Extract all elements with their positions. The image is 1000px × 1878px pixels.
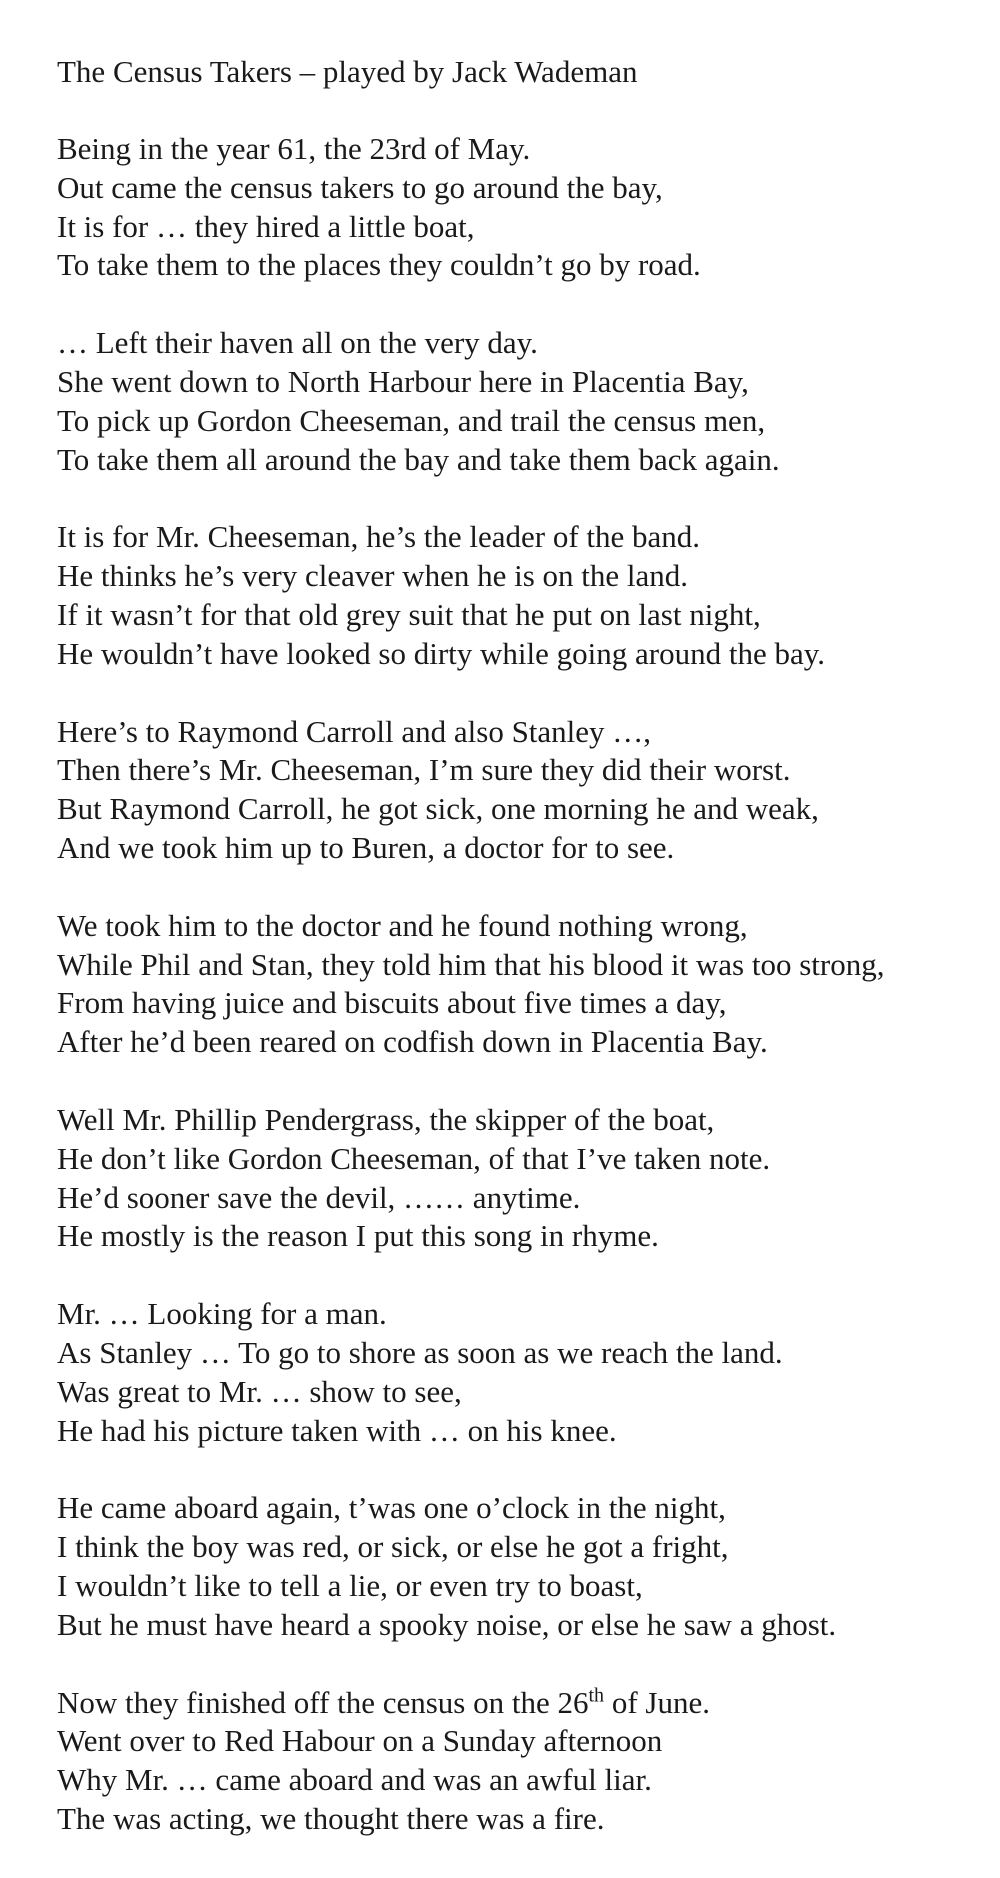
verse-line: To take them to the places they couldn’t go by road. [57, 247, 701, 283]
verse-line: It is for Mr. Cheeseman, he’s the leader of the band. [57, 519, 701, 555]
verse-line: Was great to Mr. … show to see, [57, 1373, 462, 1409]
verse-line: He thinks he’s very cleaver when he is on the land. [57, 558, 689, 594]
ordinal-suffix: th [588, 1684, 605, 1707]
verse-line: After he’d been reared on codfish down in Placentia Bay. [57, 1024, 768, 1060]
stanza-3 [57, 518, 987, 673]
verse-line: I wouldn’t like to tell a lie, or even try to boast, [57, 1567, 643, 1603]
stanza-2 [57, 324, 987, 479]
verse-line: He came aboard again, t’was one o’clock in the night, [57, 1490, 726, 1526]
verse-line: Well Mr. Phillip Pendergrass, the skipper of the boat, [57, 1101, 715, 1137]
verse-line: The was acting, we thought there was a fire. [57, 1800, 605, 1836]
verse-line: From having juice and biscuits about five times a day, [57, 985, 727, 1021]
verse-line: And we took him up to Buren, a doctor for to see. [57, 829, 675, 865]
verse-line: Mr. … Looking for a man. [57, 1296, 387, 1332]
verse-line: She went down to North Harbour here in Placentia Bay, [57, 363, 749, 399]
stanza-9 [57, 1684, 987, 1839]
verse-line: Being in the year 61, the 23rd of May. [57, 131, 531, 166]
verse-line: He had his picture taken with … on his knee. [57, 1412, 617, 1448]
verse-line: To take them all around the bay and take them back again. [57, 441, 780, 477]
verse-line: He don’t like Gordon Cheeseman, of that I’ve taken note. [57, 1140, 771, 1176]
verse-line: While Phil and Stan, they told him that his blood it was too strong, [57, 946, 885, 982]
stanza-1 [57, 130, 987, 285]
verse-line: To pick up Gordon Cheeseman, and trail the census men, [57, 402, 766, 438]
verse-line: If it wasn’t for that old grey suit that he put on last night, [57, 596, 761, 632]
document-page [57, 53, 987, 1878]
verse-line: As Stanley … To go to shore as soon as we reach the land. [57, 1334, 783, 1370]
stanza-6 [57, 1101, 987, 1256]
verse-line: We took him to the doctor and he found nothing wrong, [57, 907, 748, 943]
verse-line: … Left their haven all on the very day. [57, 325, 538, 361]
verse-line: It is for … they hired a little boat, [57, 208, 475, 244]
verse-line: He’d sooner save the devil, …… anytime. [57, 1179, 581, 1215]
verse-line-text: Now they finished off the census on the 26 [57, 1684, 589, 1720]
stanza-4 [57, 713, 987, 868]
verse-line: Out came the census takers to go around the bay, [57, 169, 663, 205]
stanza-7 [57, 1295, 987, 1450]
verse-line-text: of June. [604, 1684, 710, 1720]
verse-line [57, 1684, 987, 1723]
stanza-8 [57, 1489, 987, 1644]
verse-line: Went over to Red Habour on a Sunday afternoon [57, 1723, 663, 1759]
stanza-5 [57, 907, 987, 1062]
verse-line: Here’s to Raymond Carroll and also Stanley …, [57, 713, 652, 749]
verse-line: But Raymond Carroll, he got sick, one morning he and weak, [57, 791, 819, 827]
verse-line: I think the boy was red, or sick, or else he got a fright, [57, 1529, 729, 1565]
verse-line: Why Mr. … came aboard and was an awful liar. [57, 1762, 652, 1798]
verse-line: But he must have heard a spooky noise, or else he saw a ghost. [57, 1606, 837, 1642]
verse-line: He wouldn’t have looked so dirty while going around the bay. [57, 635, 825, 671]
verse-line: He mostly is the reason I put this song in rhyme. [57, 1218, 659, 1254]
verse-line: Then there’s Mr. Cheeseman, I’m sure they did their worst. [57, 752, 791, 788]
song-title: The Census Takers – played by Jack Wademan [57, 54, 638, 89]
